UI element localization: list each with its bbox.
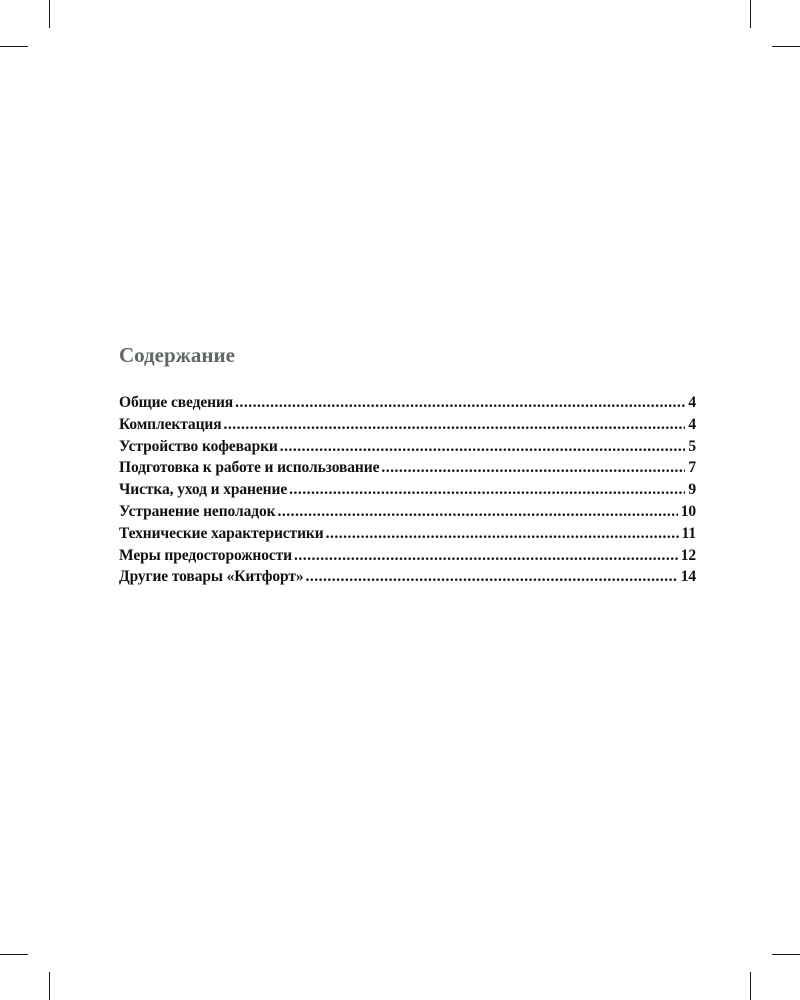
toc-item-page-number: 9 [688,481,696,499]
crop-mark-bottom-right-horizontal [772,954,800,955]
toc-item-page-number: 12 [680,546,696,564]
crop-mark-top-right-horizontal [772,46,800,47]
toc-item-leader-dots [289,479,685,501]
toc-item[interactable] [119,392,696,414]
crop-mark-bottom-right-vertical [750,972,751,1000]
toc-item-leader-dots [306,566,678,588]
toc-item-label: Технические характеристики [119,524,324,542]
toc-item-leader-dots [294,545,678,567]
toc-item-page-number: 11 [681,524,696,542]
toc-item-label: Подготовка к работе и использование [119,459,380,477]
toc-item-page-number: 14 [680,568,696,586]
toc-item-label: Другие товары «Китфорт» [119,568,304,586]
toc-item[interactable] [119,436,696,458]
toc-title: Содержание [119,343,235,367]
toc-item-leader-dots [381,457,685,479]
toc-item-label: Меры предосторожности [119,546,292,564]
crop-mark-bottom-left-horizontal [0,954,28,955]
toc-item[interactable] [119,501,696,523]
toc-item-page-number: 7 [688,459,696,477]
toc-item-label: Устранение неполадок [119,502,276,520]
toc-item-leader-dots [224,414,686,436]
toc-list [119,392,696,588]
crop-mark-top-right-vertical [750,0,751,28]
toc-item-leader-dots [326,523,679,545]
toc-item-page-number: 4 [688,394,696,411]
toc-item-label: Общие сведения [119,394,234,411]
crop-mark-bottom-left-vertical [49,972,50,1000]
toc-item-label: Чистка, уход и хранение [119,481,288,499]
toc-item[interactable] [119,523,696,545]
toc-item-label: Устройство кофеварки [119,437,278,455]
toc-item[interactable] [119,479,696,501]
toc-item[interactable] [119,566,696,588]
toc-item-page-number: 4 [688,415,696,433]
toc-item[interactable] [119,457,696,479]
toc-item-leader-dots [235,392,685,414]
table-of-contents [119,340,696,588]
toc-item-page-number: 10 [680,502,696,520]
toc-item[interactable] [119,414,696,436]
toc-item-leader-dots [277,501,677,523]
crop-mark-top-left-horizontal [0,46,28,47]
toc-item-page-number: 5 [688,437,696,455]
crop-mark-top-left-vertical [49,0,50,28]
toc-item-leader-dots [280,436,686,458]
toc-item[interactable] [119,545,696,567]
toc-item-label: Комплектация [119,415,222,433]
